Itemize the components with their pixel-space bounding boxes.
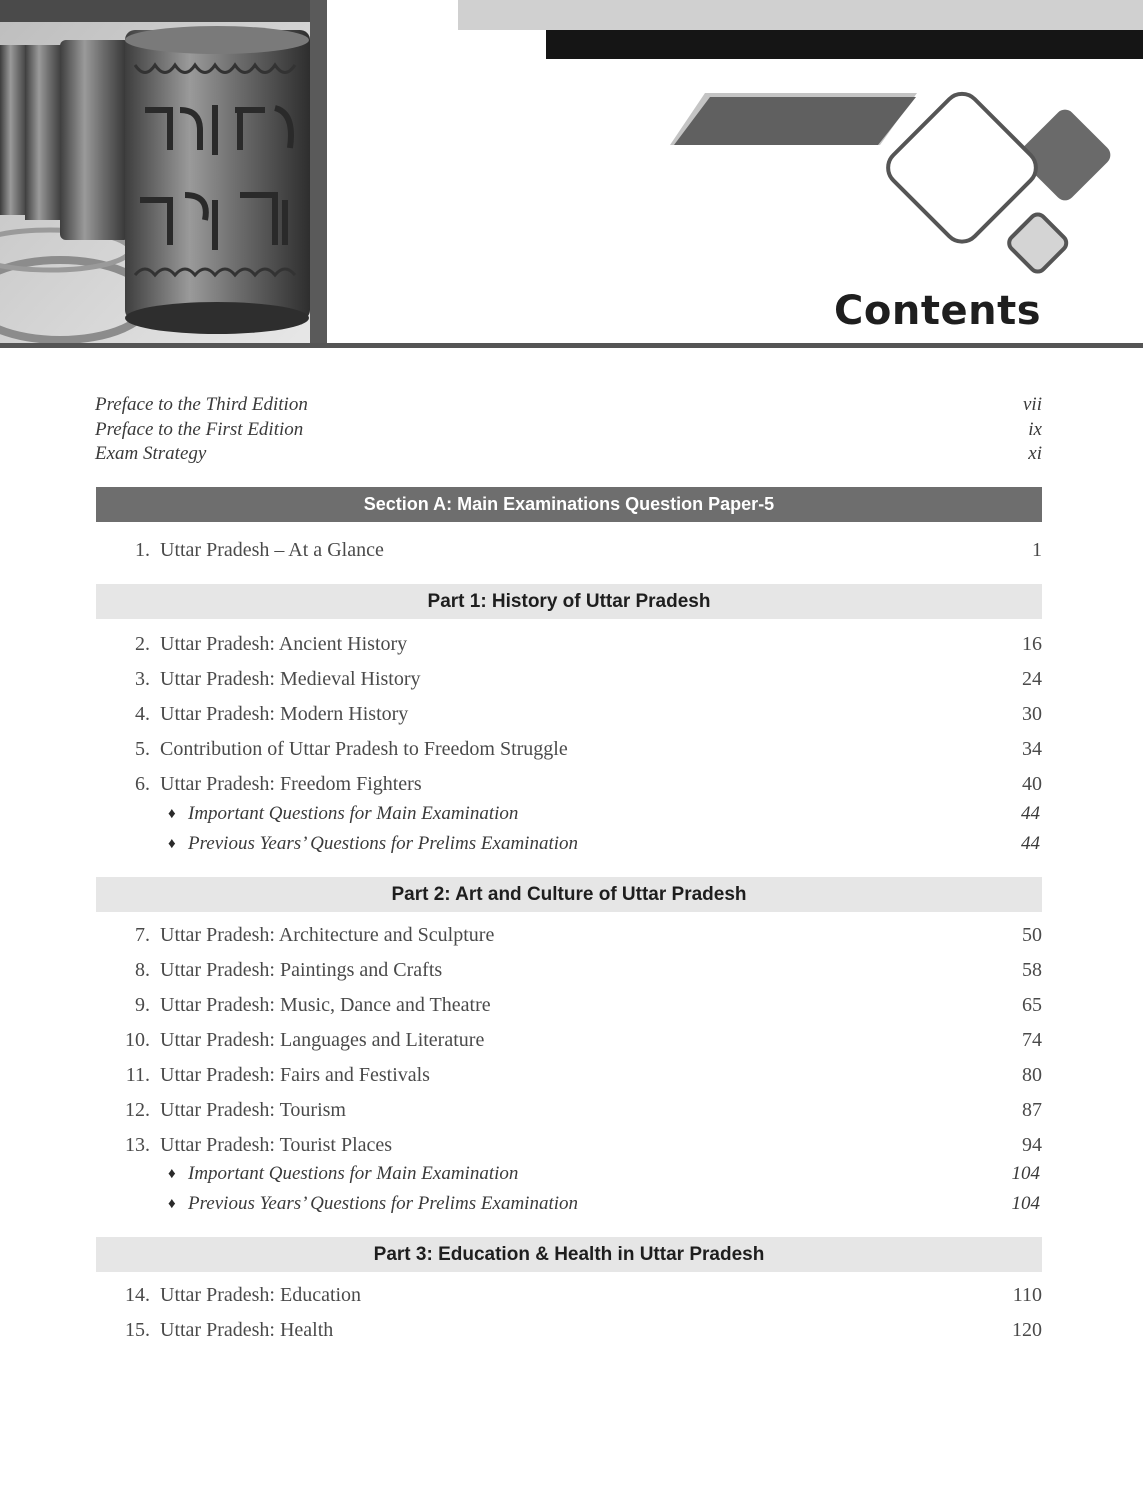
front-matter-list — [95, 393, 1042, 467]
entry-page: 94 — [1022, 1133, 1042, 1156]
entry-page: 50 — [1022, 923, 1042, 946]
entry-number: 8. — [135, 958, 150, 981]
header-photo-prayer-wheels — [0, 0, 327, 343]
entry-page: 1 — [1032, 538, 1042, 561]
toc-entry[interactable] — [96, 920, 1042, 950]
toc-entry[interactable] — [96, 1315, 1042, 1345]
entry-page: 80 — [1022, 1063, 1042, 1086]
entry-page: 40 — [1022, 772, 1042, 795]
entry-number: 13. — [125, 1133, 150, 1156]
toc-subentry[interactable] — [96, 1160, 1040, 1188]
entry-title: Uttar Pradesh: Music, Dance and Theatre — [160, 993, 491, 1016]
entry-title: Uttar Pradesh: Ancient History — [160, 632, 408, 655]
subentry-page: 44 — [1021, 833, 1040, 854]
subentry-title: Previous Years’ Questions for Prelims Examination — [188, 1193, 579, 1214]
entry-page: 34 — [1022, 737, 1042, 760]
entry-title: Contribution of Uttar Pradesh to Freedom Struggle — [160, 737, 568, 760]
entry-title: Uttar Pradesh: Fairs and Festivals — [160, 1063, 430, 1086]
entry-page: 120 — [1012, 1318, 1042, 1341]
toc-subentry[interactable] — [96, 800, 1040, 828]
entry-number: 15. — [125, 1318, 150, 1341]
entry-number: 14. — [125, 1283, 150, 1306]
toc-entry[interactable] — [96, 1280, 1042, 1310]
entry-page: 87 — [1022, 1098, 1042, 1121]
prayer-wheels-illustration — [0, 0, 327, 343]
toc-entry[interactable] — [96, 1025, 1042, 1055]
front-matter-title: Exam Strategy — [95, 443, 207, 464]
toc-entry[interactable] — [96, 1130, 1042, 1160]
diamond-bullet-icon: ♦ — [168, 835, 176, 852]
entry-page: 110 — [1012, 1283, 1042, 1306]
entry-number: 9. — [135, 993, 150, 1016]
front-matter-title: Preface to the First Edition — [95, 418, 304, 440]
header-rule — [0, 343, 1143, 348]
entry-title: Uttar Pradesh: Education — [160, 1283, 362, 1306]
front-matter-item[interactable] — [95, 418, 1042, 443]
entry-number: 7. — [135, 923, 150, 946]
entry-page: 24 — [1022, 667, 1042, 690]
header-band-light — [458, 0, 1143, 30]
entry-page: 30 — [1022, 702, 1042, 725]
toc-entry[interactable] — [96, 535, 1042, 565]
subentry-page: 44 — [1021, 803, 1040, 824]
front-matter-item[interactable] — [95, 442, 1042, 467]
section-a-heading: Section A: Main Examinations Question Paper-5 — [96, 487, 1042, 522]
toc-entry[interactable] — [96, 699, 1042, 729]
entry-title: Uttar Pradesh: Health — [160, 1318, 334, 1341]
entry-number: 11. — [125, 1063, 150, 1086]
toc-entry[interactable] — [96, 1060, 1042, 1090]
front-matter-page: ix — [1028, 418, 1042, 440]
entry-number: 1. — [135, 538, 150, 561]
toc-entry[interactable] — [96, 734, 1042, 764]
entry-title: Uttar Pradesh – At a Glance — [160, 538, 384, 561]
subentry-page: 104 — [1011, 1163, 1040, 1184]
front-matter-page: xi — [1028, 443, 1042, 464]
diamond-bullet-icon: ♦ — [168, 805, 176, 822]
entry-page: 16 — [1022, 632, 1042, 655]
toc-entry[interactable] — [96, 629, 1042, 659]
front-matter-title: Preface to the Third Edition — [95, 394, 308, 415]
entry-title: Uttar Pradesh: Tourist Places — [160, 1133, 393, 1156]
subentry-page: 104 — [1011, 1193, 1040, 1214]
toc-entry[interactable] — [96, 664, 1042, 694]
entry-number: 5. — [135, 737, 150, 760]
entry-number: 6. — [135, 772, 150, 795]
toc-subentry[interactable] — [96, 830, 1040, 858]
entry-number: 12. — [125, 1098, 150, 1121]
entry-title: Uttar Pradesh: Tourism — [160, 1098, 346, 1121]
page-title: Contents — [834, 288, 1041, 334]
entry-title: Uttar Pradesh: Modern History — [160, 702, 409, 725]
diamond-bullet-icon: ♦ — [168, 1195, 176, 1212]
entry-number: 3. — [135, 667, 150, 690]
entry-title: Uttar Pradesh: Languages and Literature — [160, 1028, 485, 1051]
subentry-title: Previous Years’ Questions for Prelims Examination — [188, 833, 579, 854]
entry-page: 58 — [1022, 958, 1042, 981]
entry-title: Uttar Pradesh: Architecture and Sculpture — [160, 923, 495, 946]
toc-entry[interactable] — [96, 1095, 1042, 1125]
front-matter-page: vii — [1023, 394, 1042, 415]
decorative-diamond-shapes — [660, 75, 1120, 295]
entry-title: Uttar Pradesh: Medieval History — [160, 667, 421, 690]
diamond-bullet-icon: ♦ — [168, 1165, 176, 1182]
part-1-heading: Part 1: History of Uttar Pradesh — [96, 584, 1042, 619]
toc-entry[interactable] — [96, 990, 1042, 1020]
toc-entry[interactable] — [96, 955, 1042, 985]
entry-number: 2. — [135, 632, 150, 655]
toc-entry[interactable] — [96, 769, 1042, 799]
subentry-title: Important Questions for Main Examination — [188, 803, 519, 824]
entry-page: 74 — [1022, 1028, 1042, 1051]
entry-number: 4. — [135, 702, 150, 725]
entry-title: Uttar Pradesh: Paintings and Crafts — [160, 958, 443, 981]
subentry-title: Important Questions for Main Examination — [188, 1163, 519, 1184]
entry-number: 10. — [125, 1028, 150, 1051]
entry-title: Uttar Pradesh: Freedom Fighters — [160, 772, 422, 795]
header-band-dark — [546, 30, 1143, 59]
entry-page: 65 — [1022, 993, 1042, 1016]
front-matter-item[interactable] — [95, 393, 1042, 418]
toc-subentry[interactable] — [96, 1190, 1040, 1218]
part-2-heading: Part 2: Art and Culture of Uttar Pradesh — [96, 877, 1042, 912]
part-3-heading: Part 3: Education & Health in Uttar Pradesh — [96, 1237, 1042, 1272]
